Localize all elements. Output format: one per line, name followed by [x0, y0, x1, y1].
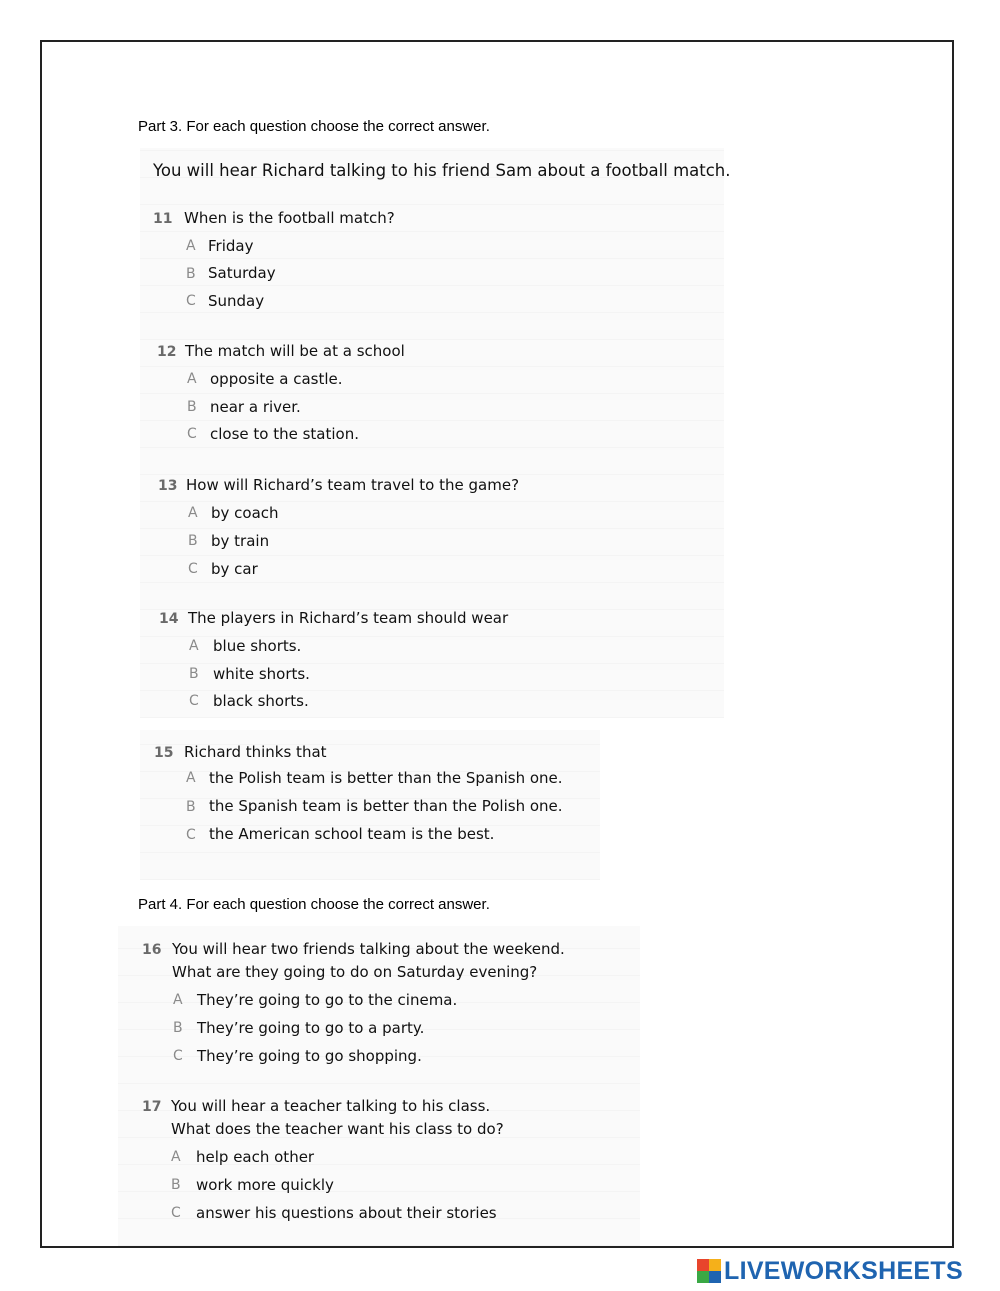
option-letter[interactable]: C	[186, 827, 196, 843]
question-text-line2: What does the teacher want his class to do?	[171, 1120, 504, 1138]
logo-block	[697, 1271, 709, 1283]
option-letter[interactable]: C	[187, 426, 197, 442]
option-text[interactable]: white shorts.	[213, 665, 310, 683]
option-text[interactable]: work more quickly	[196, 1176, 334, 1194]
option-letter[interactable]: B	[186, 799, 196, 815]
option-text[interactable]: help each other	[196, 1148, 315, 1166]
option-letter[interactable]: B	[186, 266, 196, 282]
option-text[interactable]: opposite a castle.	[210, 370, 343, 388]
option-letter[interactable]: C	[188, 561, 198, 577]
question-text-line1: You will hear two friends talking about the weekend.	[172, 940, 565, 958]
option-text[interactable]: blue shorts.	[213, 637, 302, 655]
option-letter[interactable]: C	[171, 1205, 181, 1221]
logo-block	[697, 1259, 709, 1271]
option-letter[interactable]: B	[173, 1020, 183, 1036]
question-text: The players in Richard’s team should wear	[188, 609, 509, 627]
part3-heading: Part 3. For each question choose the correct answer.	[138, 118, 490, 135]
option-letter[interactable]: C	[186, 293, 196, 309]
question-text: Richard thinks that	[184, 743, 327, 761]
option-text[interactable]: close to the station.	[210, 425, 360, 443]
option-text[interactable]: the Spanish team is better than the Polish one.	[209, 797, 563, 815]
option-text[interactable]: by car	[211, 560, 258, 578]
question-text-line1: You will hear a teacher talking to his class.	[171, 1097, 491, 1115]
option-text[interactable]: the Polish team is better than the Spanish one.	[209, 769, 563, 787]
option-letter[interactable]: A	[186, 770, 196, 786]
option-text[interactable]: They’re going to go to the cinema.	[197, 991, 458, 1009]
liveworksheets-brand[interactable]	[697, 1256, 963, 1286]
brand-name: LIVEWORKSHEETS	[724, 1256, 963, 1285]
part3-intro: You will hear Richard talking to his friend Sam about a football match.	[153, 161, 731, 180]
option-text[interactable]: Friday	[208, 237, 254, 255]
option-letter[interactable]: B	[187, 399, 197, 415]
question-number: 17	[142, 1099, 162, 1115]
part4-heading: Part 4. For each question choose the correct answer.	[138, 896, 490, 913]
option-letter[interactable]: B	[189, 666, 199, 682]
question-text: The match will be at a school	[185, 342, 405, 360]
question-number: 13	[158, 478, 178, 494]
question-text: How will Richard’s team travel to the game?	[186, 476, 520, 494]
option-text[interactable]: They’re going to go to a party.	[197, 1019, 425, 1037]
option-text[interactable]: Saturday	[208, 264, 276, 282]
option-letter[interactable]: A	[173, 992, 183, 1008]
option-letter[interactable]: A	[189, 638, 199, 654]
question-number: 15	[154, 745, 174, 761]
option-text[interactable]: They’re going to go shopping.	[197, 1047, 422, 1065]
option-text[interactable]: near a river.	[210, 398, 301, 416]
option-letter[interactable]: C	[173, 1048, 183, 1064]
option-text[interactable]: by train	[211, 532, 270, 550]
option-text[interactable]: answer his questions about their stories	[196, 1204, 497, 1222]
option-letter[interactable]: B	[171, 1177, 181, 1193]
option-text[interactable]: the American school team is the best.	[209, 825, 495, 843]
option-letter[interactable]: B	[188, 533, 198, 549]
question-number: 11	[153, 211, 173, 227]
question-number: 14	[159, 611, 179, 627]
question-text-line2: What are they going to do on Saturday evening?	[172, 963, 538, 981]
option-text[interactable]: by coach	[211, 504, 279, 522]
option-letter[interactable]: A	[171, 1149, 181, 1165]
option-letter[interactable]: A	[188, 505, 198, 521]
liveworksheets-logo-icon	[697, 1259, 721, 1283]
logo-block	[709, 1259, 721, 1271]
question-text: When is the football match?	[184, 209, 395, 227]
option-letter[interactable]: C	[189, 693, 199, 709]
option-letter[interactable]: A	[187, 371, 197, 387]
option-text[interactable]: Sunday	[208, 292, 265, 310]
logo-block	[709, 1271, 721, 1283]
question-number: 16	[142, 942, 162, 958]
option-letter[interactable]: A	[186, 238, 196, 254]
question-number: 12	[157, 344, 177, 360]
option-text[interactable]: black shorts.	[213, 692, 309, 710]
